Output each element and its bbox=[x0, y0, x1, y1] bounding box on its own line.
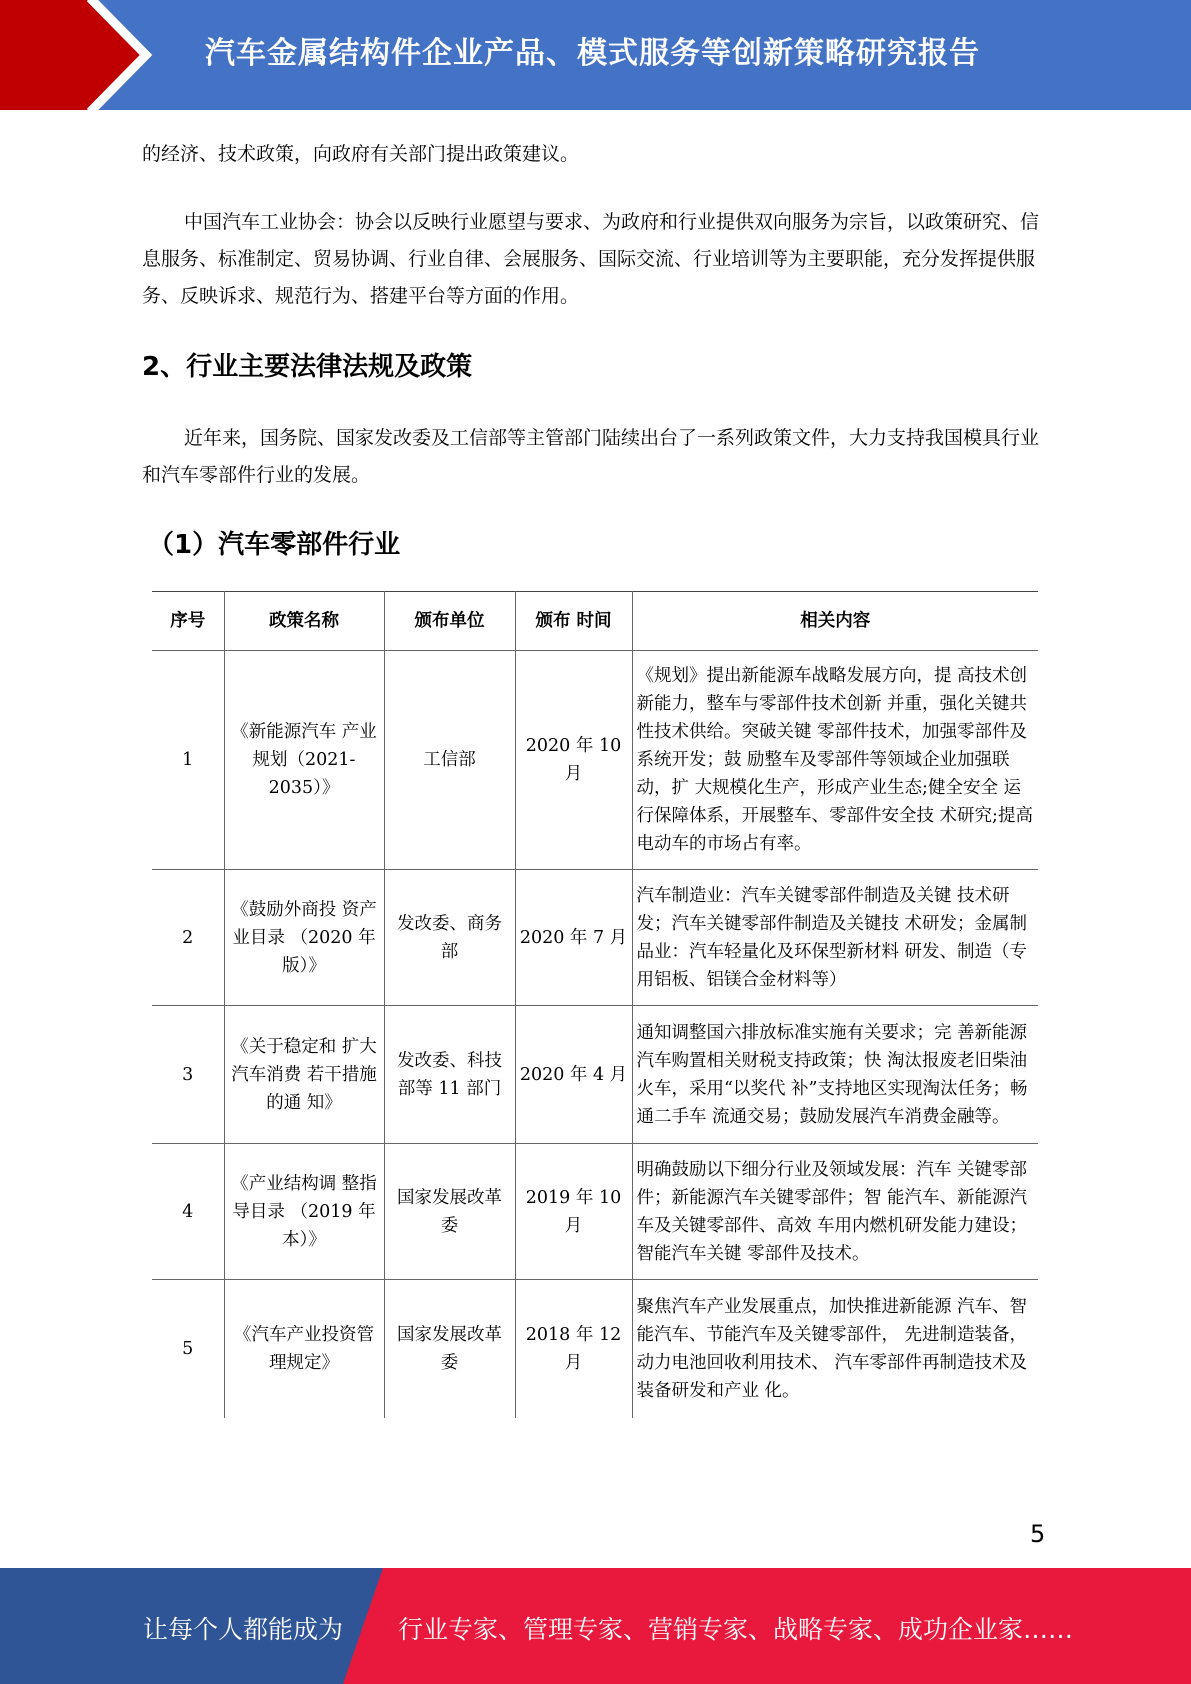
cell-issuer: 国家发展改革委 bbox=[384, 1144, 515, 1280]
cell-policy-name: 《鼓励外商投 资产业目录 （2020 年版）》 bbox=[224, 870, 384, 1006]
cell-policy-name: 《关于稳定和 扩大汽车消费 若干措施的通 知》 bbox=[224, 1006, 384, 1144]
cell-no: 1 bbox=[152, 651, 224, 870]
page-header bbox=[0, 0, 1191, 110]
table-row bbox=[152, 651, 1038, 870]
cell-no: 4 bbox=[152, 1144, 224, 1280]
cell-content: 《规划》提出新能源车战略发展方向，提 高技术创新能力，整车与零部件技术创新 并重，强化关键共性技术供给。突破关键 零部件技术，加强零部件及系统开发；鼓 励整车及零部件等领域企业加强联动，扩 大规模化生产，形成产业生态;健全安全 运行保障体系，开展整车、零部件安全技 术研究;提高电动车的市场占有率。 bbox=[632, 651, 1038, 870]
footer-slogan-right: 行业专家、管理专家、营销专家、战略专家、成功企业家…… bbox=[398, 1615, 1074, 1644]
header-date: 颁布 时间 bbox=[515, 592, 632, 651]
footer-slogan-left: 让每个人都能成为 bbox=[143, 1615, 344, 1644]
cell-content: 聚焦汽车产业发展重点，加快推进新能源 汽车、智能汽车、节能汽车及关键零部件， 先进制造装备，动力电池回收利用技术、 汽车零部件再制造技术及装备研发和产业 化。 bbox=[632, 1280, 1038, 1418]
page-number: 5 bbox=[1030, 1520, 1046, 1548]
paragraph-policy-intro: 近年来，国务院、国家发改委及工信部等主管部门陆续出台了一系列政策文件，大力支持我国模具行业和汽车零部件行业的发展。 bbox=[142, 427, 1040, 486]
header-policy-name: 政策名称 bbox=[224, 592, 384, 651]
table-row bbox=[152, 1280, 1038, 1418]
cell-policy-name: 《新能源汽车 产业规划（2021-2035）》 bbox=[224, 651, 384, 870]
header-no: 序号 bbox=[152, 592, 224, 651]
cell-issuer: 发改委、科技部等 11 部门 bbox=[384, 1006, 515, 1144]
paragraph-intro-continued: 的经济、技术政策，向政府有关部门提出政策建议。 bbox=[142, 143, 580, 165]
cell-issuer: 工信部 bbox=[384, 651, 515, 870]
cell-policy-name: 《产业结构调 整指导目录 （2019 年本）》 bbox=[224, 1144, 384, 1280]
header-content: 相关内容 bbox=[632, 592, 1038, 651]
cell-issuer: 国家发展改革委 bbox=[384, 1280, 515, 1418]
cell-content: 明确鼓励以下细分行业及领域发展：汽车 关键零部件；新能源汽车关键零部件；智 能汽车、新能源汽车及关键零部件、高效 车用内燃机研发能力建设；智能汽车关键 零部件及技术。 bbox=[632, 1144, 1038, 1280]
table-row bbox=[152, 870, 1038, 1006]
cell-date: 2018 年 12 月 bbox=[515, 1280, 632, 1418]
cell-no: 3 bbox=[152, 1006, 224, 1144]
cell-date: 2020 年 7 月 bbox=[515, 870, 632, 1006]
cell-no: 2 bbox=[152, 870, 224, 1006]
table-row bbox=[152, 1144, 1038, 1280]
header-title: 汽车金属结构件企业产品、模式服务等创新策略研究报告 bbox=[205, 36, 980, 71]
table-header-row bbox=[152, 592, 1038, 651]
paragraph-caam: 中国汽车工业协会：协会以反映行业愿望与要求、为政府和行业提供双向服务为宗旨，以政策研究、信息服务、标准制定、贸易协调、行业自律、会展服务、国际交流、行业培训等为主要职能，充分发挥提供服务、反映诉求、规范行为、搭建平台等方面的作用。 bbox=[142, 211, 1040, 307]
cell-issuer: 发改委、商务部 bbox=[384, 870, 515, 1006]
cell-no: 5 bbox=[152, 1280, 224, 1418]
table-row bbox=[152, 1006, 1038, 1144]
cell-policy-name: 《汽车产业投资管理规定》 bbox=[224, 1280, 384, 1418]
policy-table bbox=[152, 591, 1038, 1418]
cell-content: 通知调整国六排放标准实施有关要求；完 善新能源汽车购置相关财税支持政策；快 淘汰报废老旧柴油火车，采用“以奖代 补”支持地区实现淘汰任务；畅通二手车 流通交易；鼓励发展汽车消费金融等。 bbox=[632, 1006, 1038, 1144]
header-issuer: 颁布单位 bbox=[384, 592, 515, 651]
cell-date: 2020 年 4 月 bbox=[515, 1006, 632, 1144]
cell-date: 2019 年 10 月 bbox=[515, 1144, 632, 1280]
cell-date: 2020 年 10 月 bbox=[515, 651, 632, 870]
subsection-heading: （1）汽车零部件行业 bbox=[148, 530, 401, 560]
section-heading: 2、行业主要法律法规及政策 bbox=[142, 352, 473, 382]
cell-content: 汽车制造业：汽车关键零部件制造及关键 技术研发；汽车关键零部件制造及关键技 术研发；金属制品业：汽车轻量化及环保型新材料 研发、制造（专用铝板、铝镁合金材料等） bbox=[632, 870, 1038, 1006]
page-footer bbox=[0, 1568, 1191, 1684]
